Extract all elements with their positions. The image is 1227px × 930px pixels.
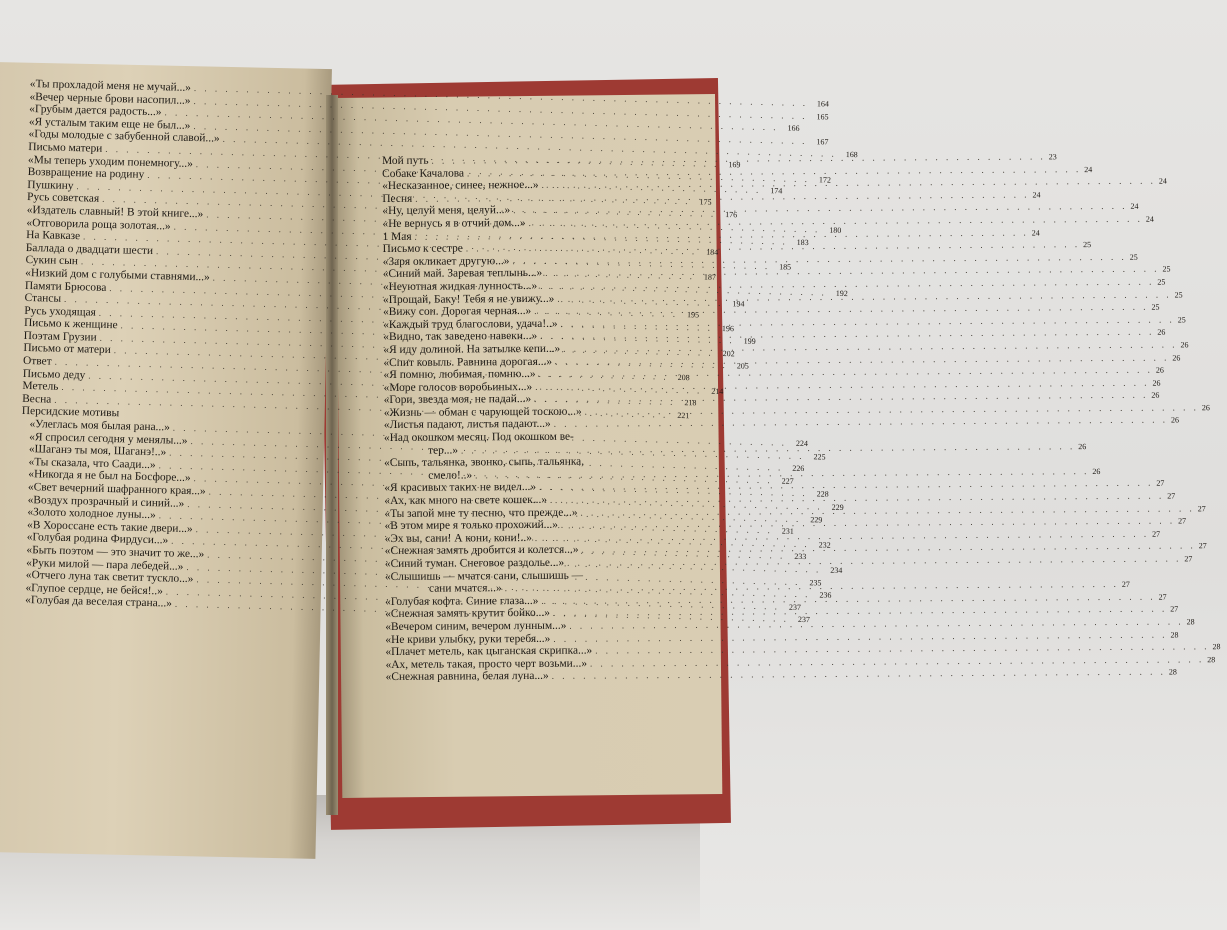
toc-entry-page: 184	[706, 247, 719, 257]
toc-entry-title: «Издатель славный! В этой книге...»	[26, 203, 204, 221]
toc-entry-title: «Грубым дается радость...»	[29, 103, 162, 119]
toc-entry-title: «Ты сказала, что Саади...»	[28, 455, 156, 471]
toc-entry-page: 27	[1121, 579, 1130, 590]
toc-entry-title: «Ты запой мне ту песню, что прежде...»	[384, 506, 578, 520]
toc-entry-page: 180	[829, 225, 842, 235]
toc-entry-page: 236	[819, 590, 832, 600]
toc-entry-title: «Видно, так заведено навеки...»	[383, 330, 538, 344]
toc-entry-page: 168	[845, 150, 858, 160]
toc-entry-page: 23	[1048, 152, 1057, 162]
toc-entry-page: 199	[743, 336, 756, 347]
toc-entry-title: «Снежная замять дробится и колется...»	[384, 544, 579, 558]
toc-entry-page: 227	[781, 476, 794, 486]
toc-entry-title: Письмо от матери	[23, 342, 111, 357]
toc-entry-title: «Вечером синим, вечером лунным...»	[385, 619, 567, 633]
toc-entry-page: 26	[1172, 352, 1181, 362]
toc-entry-page: 24	[1130, 202, 1139, 212]
toc-entry-title: «Каждый труд благослови, удача!..»	[383, 317, 558, 331]
toc-entry-title: Песня	[382, 192, 413, 205]
toc-entry-title: «Над окошком месяц. Под окошком ве-	[383, 430, 574, 445]
toc-entry-page: 175	[699, 197, 712, 207]
toc-entry-page: 183	[796, 237, 809, 247]
toc-entry-page: 28	[1168, 667, 1177, 677]
toc-entry-title: Пушкину	[27, 178, 74, 192]
toc-entry-page: 169	[728, 160, 741, 170]
toc-entry-title: «Синий туман. Снеговое раздолье...»	[384, 556, 565, 570]
toc-entry-page: 237	[797, 615, 811, 625]
toc-entry-page: 26	[1170, 415, 1179, 425]
toc-entry-page: 224	[795, 438, 809, 449]
toc-entry-page: 194	[732, 298, 745, 309]
toc-entry-title: Памяти Брюсова	[24, 279, 107, 294]
toc-entry-page: 208	[677, 372, 690, 383]
toc-entry-title: «Никогда я не был на Босфоре...»	[28, 468, 191, 485]
toc-entry-page: 28	[1186, 617, 1195, 627]
toc-entry-page: 228	[816, 489, 829, 500]
toc-entry-title: «Море голосов воробьиных...»	[383, 380, 533, 394]
toc-entry-page: 205	[736, 361, 749, 372]
toc-entry-page: 231	[781, 526, 794, 536]
toc-entry-title: Метель	[22, 380, 59, 394]
toc-entry-title: «Я помню, любимая, помню...»	[383, 368, 536, 382]
toc-entry-title: «Шаганэ ты моя, Шаганэ!..»	[28, 443, 167, 459]
toc-entry-page: 164	[816, 99, 830, 109]
toc-entry-page: 237	[788, 602, 802, 612]
toc-entry-title: «Синий май. Заревая теплынь...»	[382, 267, 543, 281]
toc-entry-page: 195	[686, 310, 700, 320]
toc-entry-title: Письмо к сестре	[382, 242, 463, 256]
toc-entry-title: «В этом мире я только прохожий...»	[384, 518, 558, 533]
toc-entry-page: 229	[831, 502, 844, 513]
toc-entry	[385, 667, 1177, 684]
toc-entry-title: Сукин сын	[25, 254, 79, 268]
toc-entry-title: «Вечер черные брови насопил...»	[29, 90, 191, 107]
toc-entry-page: 176	[725, 210, 738, 220]
toc-entry-title: Ответ	[22, 354, 52, 368]
toc-entry-title: «Не вернусь я в отчий дом...»	[382, 216, 526, 230]
toc-entry-page: 26	[1157, 327, 1166, 337]
toc-entry-title: «Плачет метель, как цыганская скрипка...»	[385, 644, 593, 659]
toc-entry-page: 27	[1184, 554, 1193, 564]
toc-entry-title: «Низкий дом с голубыми ставнями...»	[25, 266, 210, 284]
toc-entry-title: «Вижу сон. Дорогая черная...»	[383, 305, 532, 319]
toc-entry-title: «Спит ковыль. Равнина дорогая...»	[383, 355, 553, 369]
toc-entry-title: «Жизнь — обман с чарующей тоскою...»	[383, 405, 582, 419]
toc-entry-title: Письмо к женщине	[23, 317, 118, 332]
toc-entry-page: 25	[1177, 315, 1186, 325]
toc-entry-page: 174	[770, 186, 783, 196]
toc-entry-title: «Несказанное, синее, нежное...»	[382, 179, 539, 193]
toc-entry-title: «В Хороссане есть такие двери...»	[26, 518, 193, 535]
toc-entry-page: 214	[711, 386, 724, 396]
toc-entry-title: «Голубая родина Фирдуси...»	[26, 531, 169, 547]
toc-entry-page: 233	[794, 552, 807, 562]
toc-entry-title: «Голубая да веселая страна...»	[25, 594, 173, 610]
toc-entry-title: «Отчего луна так светит тускло...»	[25, 569, 194, 586]
toc-entry-title: «Ах, как много на свете кошек...»	[384, 493, 548, 508]
toc-entry-page: 26	[1201, 403, 1210, 413]
toc-entry-title: «Эх вы, сани! А кони, кони!..»	[384, 531, 532, 545]
toc-entry-page: 218	[684, 398, 697, 408]
toc-entry-page: 27	[1167, 491, 1176, 501]
toc-entry-page: 172	[818, 174, 832, 185]
toc-entry-page: 25	[1162, 264, 1171, 274]
toc-entry-page: 229	[810, 514, 823, 525]
toc-entry-title: «Быть поэтом — это значит то же...»	[26, 544, 205, 561]
toc-entry-page: 25	[1157, 277, 1166, 287]
toc-entry-title: «Ну, целуй меня, целуй...»	[382, 204, 511, 218]
toc-entry-title: «Листья падают, листья падают...»	[383, 418, 551, 432]
toc-entry-page: 26	[1151, 390, 1160, 400]
toc-entry-title: «Я спросил сегодня у менялы...»	[29, 430, 188, 447]
toc-entry-page: 225	[813, 451, 826, 462]
toc-entry-title: «Улеглась моя былая рана...»	[29, 418, 170, 434]
toc-entry-page: 235	[809, 577, 822, 588]
toc-entry-title: «Сыпь, тальянка, звонко, сыпь, тальянка,	[384, 455, 585, 470]
toc-entry-title: Письмо деду	[22, 367, 86, 382]
toc-entry-page: 25	[1129, 252, 1138, 262]
toc-entry-title: «Слышишь — мчатся сани, слышишь —	[384, 569, 584, 583]
toc-entry-title: «Я иду долиной. На затылке кепи...»	[383, 342, 561, 356]
toc-entry-title: Русь советская	[26, 191, 100, 206]
toc-entry-title: Баллада о двадцати шести	[25, 241, 154, 257]
toc-entry-title: «Руки милой — пара лебедей...»	[26, 556, 184, 573]
toc-entry-title: «Я усталым таким еще не был...»	[28, 115, 191, 132]
toc-entry-title: «Заря окликает другую...»	[382, 254, 510, 268]
toc-entry-page: 28	[1170, 630, 1179, 640]
toc-entry-page: 24	[1158, 176, 1167, 186]
toc-entry-page: 26	[1152, 378, 1161, 388]
toc-entry-page: 226	[792, 463, 805, 474]
toc-entry-title: Возвращение на родину	[27, 166, 145, 181]
toc-entry-page: 192	[835, 288, 848, 298]
toc-entry-page: 27	[1158, 592, 1167, 602]
toc-entry-title: «Годы молодые с забубенной славой...»	[28, 128, 220, 146]
toc-entry-title: «Золото холодное луны...»	[27, 506, 156, 522]
toc-entry-title: Персидские мотивы	[21, 405, 120, 420]
toc-entry-title: Мой путь	[382, 154, 429, 167]
toc-entry-title: «Снежная замять крутит бойко...»	[385, 607, 550, 621]
toc-entry-title: Весна	[22, 392, 52, 406]
toc-entry-title: тер...»	[428, 444, 459, 457]
toc-entry-title: «Неуютная жидкая лунность...»	[382, 279, 538, 293]
toc-entry-title: «Ах, метель такая, просто черт возьми...»	[385, 657, 588, 671]
toc-entry-title: На Кавказе	[26, 229, 81, 243]
toc-entry-title: «Воздух прозрачный и синий...»	[27, 493, 185, 510]
toc-entry-page: 165	[816, 111, 829, 122]
toc-entry-title: «Мы теперь уходим понемногу...»	[27, 153, 194, 170]
toc-entry-page: 25	[1174, 289, 1183, 300]
toc-entry-page: 24	[1032, 190, 1041, 200]
toc-entry-title: Письмо матери	[28, 140, 103, 155]
toc-entry-title: «Снежная равнина, белая луна...»	[385, 670, 549, 684]
toc-entry-page: 27	[1198, 541, 1207, 551]
toc-entry-page: 25	[1151, 302, 1160, 312]
toc-entry-page: 27	[1170, 604, 1179, 614]
toc-entry-page: 26	[1078, 441, 1087, 451]
toc-entry-page: 234	[830, 565, 843, 575]
toc-entry-page: 24	[1145, 214, 1154, 224]
toc-entry-title: Русь уходящая	[24, 304, 97, 319]
toc-entry-title: «Отговорила роща золотая...»	[26, 216, 171, 233]
toc-entry-title: сани мчатся...»	[428, 582, 502, 595]
toc-entry-page: 221	[677, 410, 690, 421]
toc-entry-page: 166	[787, 123, 800, 134]
toc-entry-title: «Прощай, Баку! Тебя я не увижу...»	[382, 292, 555, 306]
toc-entry-title: смело!..»	[428, 469, 473, 482]
toc-entry-page: 202	[722, 348, 735, 359]
toc-entry-page: 24	[1084, 164, 1093, 174]
toc-entry-page: 26	[1180, 340, 1189, 350]
toc-entry-page: 167	[816, 137, 829, 147]
toc-entry-title: Собаке Качалова	[382, 167, 465, 180]
toc-entry-title: «Гори, звезда моя, не падай...»	[383, 393, 532, 407]
toc-entry-page: 27	[1156, 478, 1165, 489]
toc-entry-page: 26	[1092, 466, 1101, 476]
toc-entry-title: «Голубая кофта. Синие глаза...»	[385, 594, 539, 608]
toc-entry-page: 232	[818, 540, 831, 550]
toc-entry-title: «Глупое сердце, не бейся!..»	[25, 581, 164, 598]
toc-entry-page: 27	[1152, 529, 1161, 539]
toc-entry-title: Поэтам Грузии	[23, 329, 97, 344]
toc-entry-title: «Не криви улыбку, руки теребя...»	[385, 632, 551, 646]
toc-entry-page: 26	[1155, 365, 1164, 375]
toc-entry-page: 25	[1083, 240, 1092, 250]
toc-entry-title: Стансы	[24, 292, 62, 305]
toc-entry-title: «Свет вечерний шафранного края...»	[27, 481, 206, 498]
toc-entry-title: «Ты прохладой меня не мучай...»	[29, 78, 192, 94]
toc-entry-title: «Я красивых таких не видел...»	[384, 481, 537, 495]
toc-entry-page: 28	[1207, 654, 1216, 665]
toc-entry-page: 196	[721, 323, 735, 333]
toc-entry-page: 187	[703, 272, 717, 283]
toc-entry-title: 1 Мая	[382, 230, 412, 243]
toc-entry-page: 28	[1212, 642, 1221, 652]
toc-entry-page: 27	[1178, 516, 1187, 526]
toc-entry-page: 185	[779, 262, 792, 272]
toc-entry-page: 27	[1197, 503, 1206, 513]
toc-entry-page: 24	[1031, 227, 1040, 238]
